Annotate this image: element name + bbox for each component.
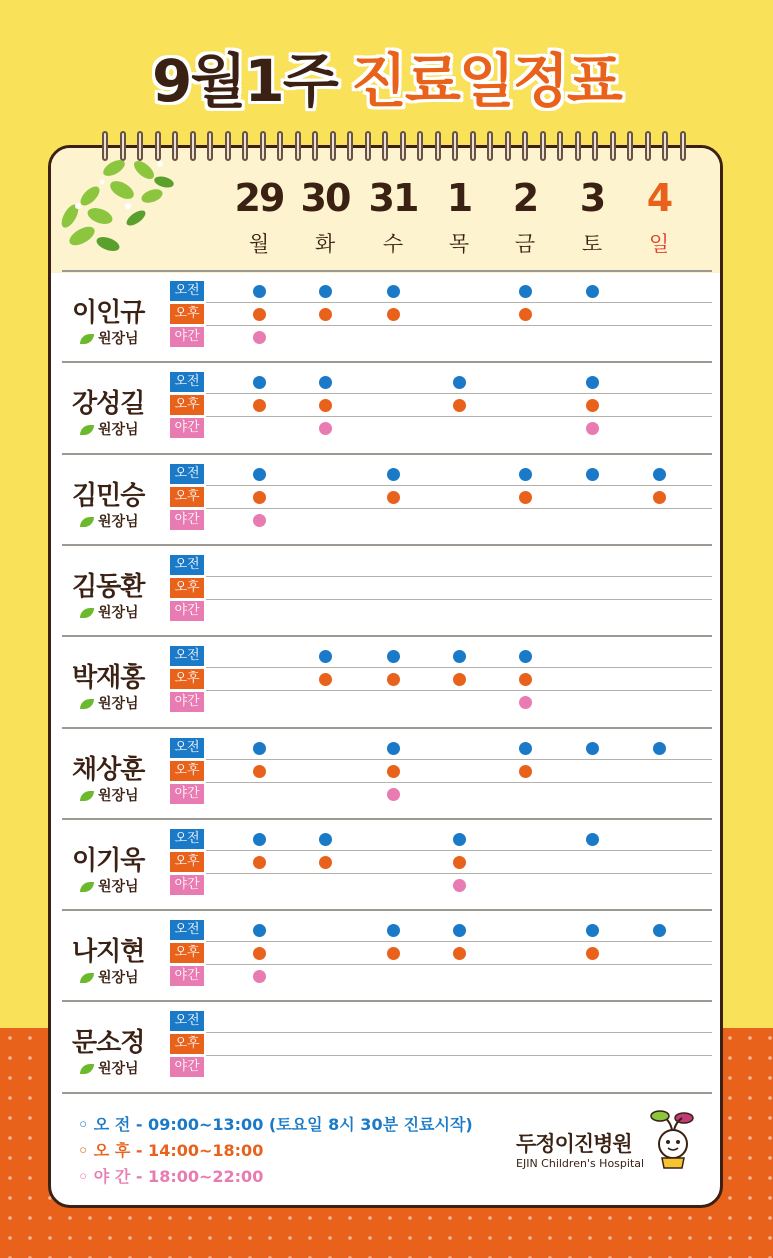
calendar-ring [540,131,546,161]
schedule-dot-morning [253,285,266,298]
doctor-name: 김민승 [72,480,145,511]
doctor-row [62,909,712,1001]
schedule-dot-afternoon [653,491,666,504]
slot-label-night: 야간 [170,1057,204,1077]
calendar-ring [260,131,266,161]
slot-divider [206,576,712,577]
calendar-ring [575,131,581,161]
slot-label-night: 야간 [170,966,204,986]
schedule-dot-night [253,970,266,983]
slot-label-morning: 오전 [170,646,204,666]
slot-label-afternoon: 오후 [170,761,204,781]
date-number: 1 [446,176,472,220]
list-end-divider [62,1092,712,1094]
doctor-row [62,361,712,453]
doctor-role-label: 원장님 [98,331,139,347]
slot-label-night: 야간 [170,418,204,438]
calendar-ring [505,131,511,161]
title-schedule: 진료일정표 [350,47,621,115]
calendar-ring [610,131,616,161]
day-of-week: 화 [314,232,336,256]
slot-label-afternoon: 오후 [170,395,204,415]
schedule-dot-morning [453,833,466,846]
schedule-dot-morning [253,924,266,937]
schedule-dot-morning [253,376,266,389]
leaf-icon [80,1064,94,1074]
schedule-dot-morning [519,468,532,481]
schedule-dot-afternoon [253,491,266,504]
schedule-dot-morning [387,285,400,298]
calendar-ring [225,131,231,161]
schedule-dot-morning [586,376,599,389]
slot-label-morning: 오전 [170,464,204,484]
schedule-dot-afternoon [387,673,400,686]
date-number: 4 [646,176,672,220]
doctor-role [80,876,139,896]
calendar-ring [662,131,668,161]
slot-divider [206,599,712,600]
doctor-role-label: 원장님 [98,422,139,439]
schedule-dot-morning [319,833,332,846]
calendar-ring [627,131,633,161]
slot-divider [206,690,712,691]
doctor-role [80,967,139,987]
schedule-dot-afternoon [453,856,466,869]
slot-label-afternoon: 오후 [170,1034,204,1054]
schedule-dot-afternoon [319,399,332,412]
date-number: 30 [300,176,350,220]
calendar-ring [470,131,476,161]
doctor-row [62,1000,712,1092]
doctor-row [62,635,712,727]
sprout-mascot-icon [648,1110,698,1170]
slot-divider [206,667,712,668]
schedule-dot-afternoon [387,491,400,504]
slot-divider [206,782,712,783]
calendar-ring [277,131,283,161]
leaf-icon [80,334,94,344]
doctor-row [62,453,712,545]
doctor-name: 채상훈 [72,754,145,785]
doctor-role-label: 원장님 [98,1061,139,1078]
day-of-week: 월 [248,232,270,256]
slot-divider [206,393,712,394]
schedule-dot-afternoon [319,856,332,869]
calendar-ring [295,131,301,161]
slot-label-night: 야간 [170,327,204,347]
schedule-dot-morning [319,376,332,389]
slot-label-morning: 오전 [170,372,204,392]
title-week: 9월1주 [152,47,337,115]
schedule-dot-afternoon [387,308,400,321]
slot-label-afternoon: 오후 [170,487,204,507]
doctor-name: 문소정 [72,1028,145,1059]
calendar-ring [435,131,441,161]
doctor-role [80,602,139,622]
slot-label-morning: 오전 [170,829,204,849]
schedule-dot-night [586,422,599,435]
doctor-role-label: 원장님 [98,970,139,987]
slot-divider [206,759,712,760]
slot-divider [206,964,712,965]
calendar-ring [312,131,318,161]
doctor-role [80,693,139,713]
schedule-dot-afternoon [319,308,332,321]
doctor-row [62,818,712,910]
leaf-icon [80,973,94,983]
calendar-ring [417,131,423,161]
doctor-name: 이기욱 [72,845,145,876]
leaf-icon [80,425,94,435]
doctor-role [80,511,139,531]
leaf-icon [80,517,94,527]
schedule-dot-morning [519,285,532,298]
slot-label-night: 야간 [170,601,204,621]
legend-afternoon: ◦ 오 후 - 14:00~18:00 [78,1141,264,1160]
schedule-dot-afternoon [253,308,266,321]
doctor-role-label: 원장님 [98,787,139,804]
calendar-ring [452,131,458,161]
doctor-role [80,785,139,805]
doctor-row [62,270,712,362]
day-of-week: 토 [581,232,603,256]
schedule-dot-afternoon [453,673,466,686]
leaf-icon [80,882,94,892]
day-of-week: 일 [648,232,670,256]
date-number: 31 [368,176,418,220]
calendar-ring [207,131,213,161]
slot-label-night: 야간 [170,784,204,804]
leaf-icon [80,699,94,709]
day-of-week: 목 [448,232,470,256]
calendar-ring [557,131,563,161]
slot-divider [206,485,712,486]
schedule-dot-morning [319,285,332,298]
schedule-dot-afternoon [319,673,332,686]
calendar-ring [190,131,196,161]
slot-label-afternoon: 오후 [170,669,204,689]
schedule-dot-morning [319,650,332,663]
day-of-week: 금 [514,232,536,256]
schedule-dot-night [253,331,266,344]
schedule-dot-afternoon [519,673,532,686]
schedule-dot-afternoon [519,308,532,321]
doctor-role-label: 원장님 [98,878,139,895]
calendar-ring [487,131,493,161]
schedule-dot-afternoon [253,765,266,778]
schedule-dot-morning [586,742,599,755]
doctor-name: 나지현 [72,937,145,968]
schedule-dot-afternoon [519,765,532,778]
schedule-dot-morning [387,468,400,481]
doctor-name: 김동환 [72,571,145,602]
slot-divider [206,508,712,509]
slot-label-afternoon: 오후 [170,304,204,324]
schedule-dot-afternoon [586,947,599,960]
legend-morning: ◦ 오 전 - 09:00~13:00 (토요일 8시 30분 진료시작) [78,1115,473,1134]
slot-label-morning: 오전 [170,738,204,758]
slot-label-morning: 오전 [170,555,204,575]
doctor-row [62,727,712,819]
schedule-dot-afternoon [453,399,466,412]
schedule-dot-night [319,422,332,435]
hospital-name: 두정이진병원 [516,1132,632,1156]
doctor-name: 박재홍 [72,663,145,694]
schedule-dot-morning [586,924,599,937]
slot-divider [206,1032,712,1033]
schedule-dot-morning [653,924,666,937]
calendar-ring [592,131,598,161]
slot-label-morning: 오전 [170,281,204,301]
slot-divider [206,1055,712,1056]
schedule-dot-morning [453,924,466,937]
slot-divider [206,850,712,851]
slot-label-afternoon: 오후 [170,852,204,872]
schedule-dot-morning [586,833,599,846]
schedule-dot-morning [653,742,666,755]
page-title [0,34,773,118]
schedule-dot-afternoon [453,947,466,960]
schedule-dot-night [519,696,532,709]
schedule-dot-afternoon [387,765,400,778]
schedule-dot-morning [253,742,266,755]
schedule-dot-night [387,788,400,801]
schedule-dot-afternoon [519,491,532,504]
calendar-ring [242,131,248,161]
slot-label-morning: 오전 [170,920,204,940]
calendar-ring [400,131,406,161]
schedule-dot-afternoon [253,399,266,412]
slot-label-night: 야간 [170,692,204,712]
calendar-ring [645,131,651,161]
calendar-ring [522,131,528,161]
legend-night: ◦ 야 간 - 18:00~22:00 [78,1167,264,1186]
schedule-dot-morning [519,650,532,663]
slot-label-afternoon: 오후 [170,943,204,963]
schedule-dot-morning [453,650,466,663]
calendar-ring [365,131,371,161]
calendar-ring [382,131,388,161]
schedule-dot-morning [253,468,266,481]
leaf-icon [80,791,94,801]
date-number: 3 [579,176,605,220]
doctor-name: 강성길 [72,389,145,420]
schedule-dot-morning [653,468,666,481]
schedule-dot-morning [586,468,599,481]
doctor-role-label: 원장님 [98,696,139,713]
slot-label-afternoon: 오후 [170,578,204,598]
schedule-dot-afternoon [253,856,266,869]
doctor-role [80,328,139,348]
leaf-icon [80,608,94,618]
schedule-dot-morning [387,650,400,663]
slot-divider [206,416,712,417]
schedule-dot-afternoon [253,947,266,960]
calendar-ring [347,131,353,161]
schedule-dot-morning [387,924,400,937]
schedule-dot-night [453,879,466,892]
schedule-dot-morning [519,742,532,755]
day-of-week: 수 [382,232,404,256]
doctor-role-label: 원장님 [98,513,139,530]
slot-divider [206,941,712,942]
calendar-ring [680,131,686,161]
schedule-dot-morning [586,285,599,298]
hospital-name-english: EJIN Children's Hospital [516,1157,645,1170]
schedule-dot-afternoon [387,947,400,960]
slot-divider [206,325,712,326]
slot-label-night: 야간 [170,875,204,895]
doctor-role [80,419,139,439]
schedule-dot-morning [453,376,466,389]
schedule-dot-morning [253,833,266,846]
doctor-name: 이인규 [72,298,145,328]
doctor-role-label: 원장님 [98,604,139,621]
slot-label-night: 야간 [170,510,204,530]
schedule-dot-morning [387,742,400,755]
doctor-role [80,1058,139,1078]
schedule-dot-afternoon [586,399,599,412]
calendar-ring [330,131,336,161]
schedule-dot-night [253,514,266,527]
slot-divider [206,873,712,874]
date-number: 2 [512,176,538,220]
leaf-decoration-icon [52,146,182,266]
date-number: 29 [234,176,284,220]
slot-label-morning: 오전 [170,1011,204,1031]
doctor-row [62,544,712,636]
slot-divider [206,302,712,303]
